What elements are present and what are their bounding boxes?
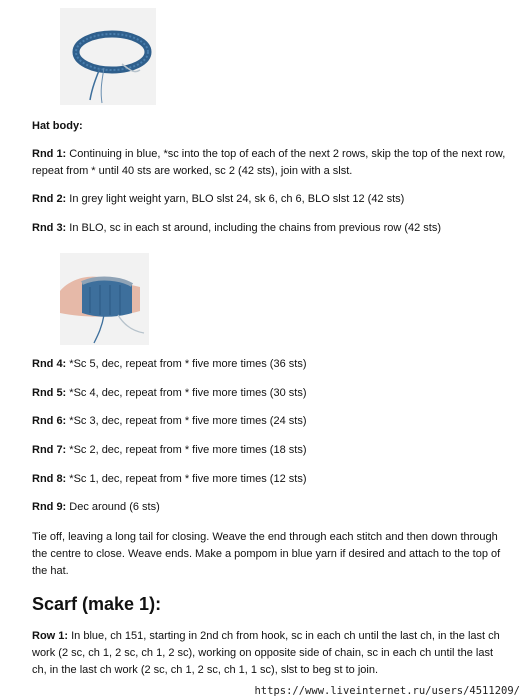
- section-heading-hat-body: Hat body:: [32, 120, 83, 132]
- round-3: Rnd 3: In BLO, sc in each st around, including the chains from previous row (42 sts): [32, 222, 442, 234]
- tie-off-instructions: Tie off, leaving a long tail for closing. Weave the end through each stitch and then down through the centre to close. Weave ends. Make a pompom in blue yarn if desired and attach to the top of the hat.: [32, 531, 501, 577]
- round-8: Rnd 8: *Sc 1, dec, repeat from * five more times (12 sts): [32, 473, 307, 485]
- scarf-row-1: Row 1: In blue, ch 151, starting in 2nd ch from hook, sc in each ch until the last ch, in the last ch work (2 sc, ch 1, 2 sc, ch 1, 2 sc), working on opposite side of chain, sc in each ch until the last ch, in the last ch work (2 sc, ch 1, 2 sc, ch 1, 1 sc), slst to beg st to join.: [32, 630, 500, 676]
- round-2: Rnd 2: In grey light weight yarn, BLO slst 24, sk 6, ch 6, BLO slst 12 (42 sts): [32, 193, 405, 205]
- round-4: Rnd 4: *Sc 5, dec, repeat from * five more times (36 sts): [32, 358, 307, 370]
- round-7: Rnd 7: *Sc 2, dec, repeat from * five more times (18 sts): [32, 444, 307, 456]
- round-5: Rnd 5: *Sc 4, dec, repeat from * five more times (30 sts): [32, 387, 307, 399]
- round-6: Rnd 6: *Sc 3, dec, repeat from * five more times (24 sts): [32, 415, 307, 427]
- photo-hat-band: [60, 8, 156, 105]
- photo-hat-body: [60, 253, 149, 345]
- section-heading-scarf: Scarf (make 1):: [32, 594, 162, 614]
- round-1: Rnd 1: Continuing in blue, *sc into the top of each of the next 2 rows, skip the top of the next row, repeat from * until 40 sts are worked, sc 2 (42 sts), join with a slst.: [32, 148, 506, 177]
- source-url: https://www.liveinternet.ru/users/4511209/: [254, 685, 520, 697]
- round-9: Rnd 9: Dec around (6 sts): [32, 501, 160, 513]
